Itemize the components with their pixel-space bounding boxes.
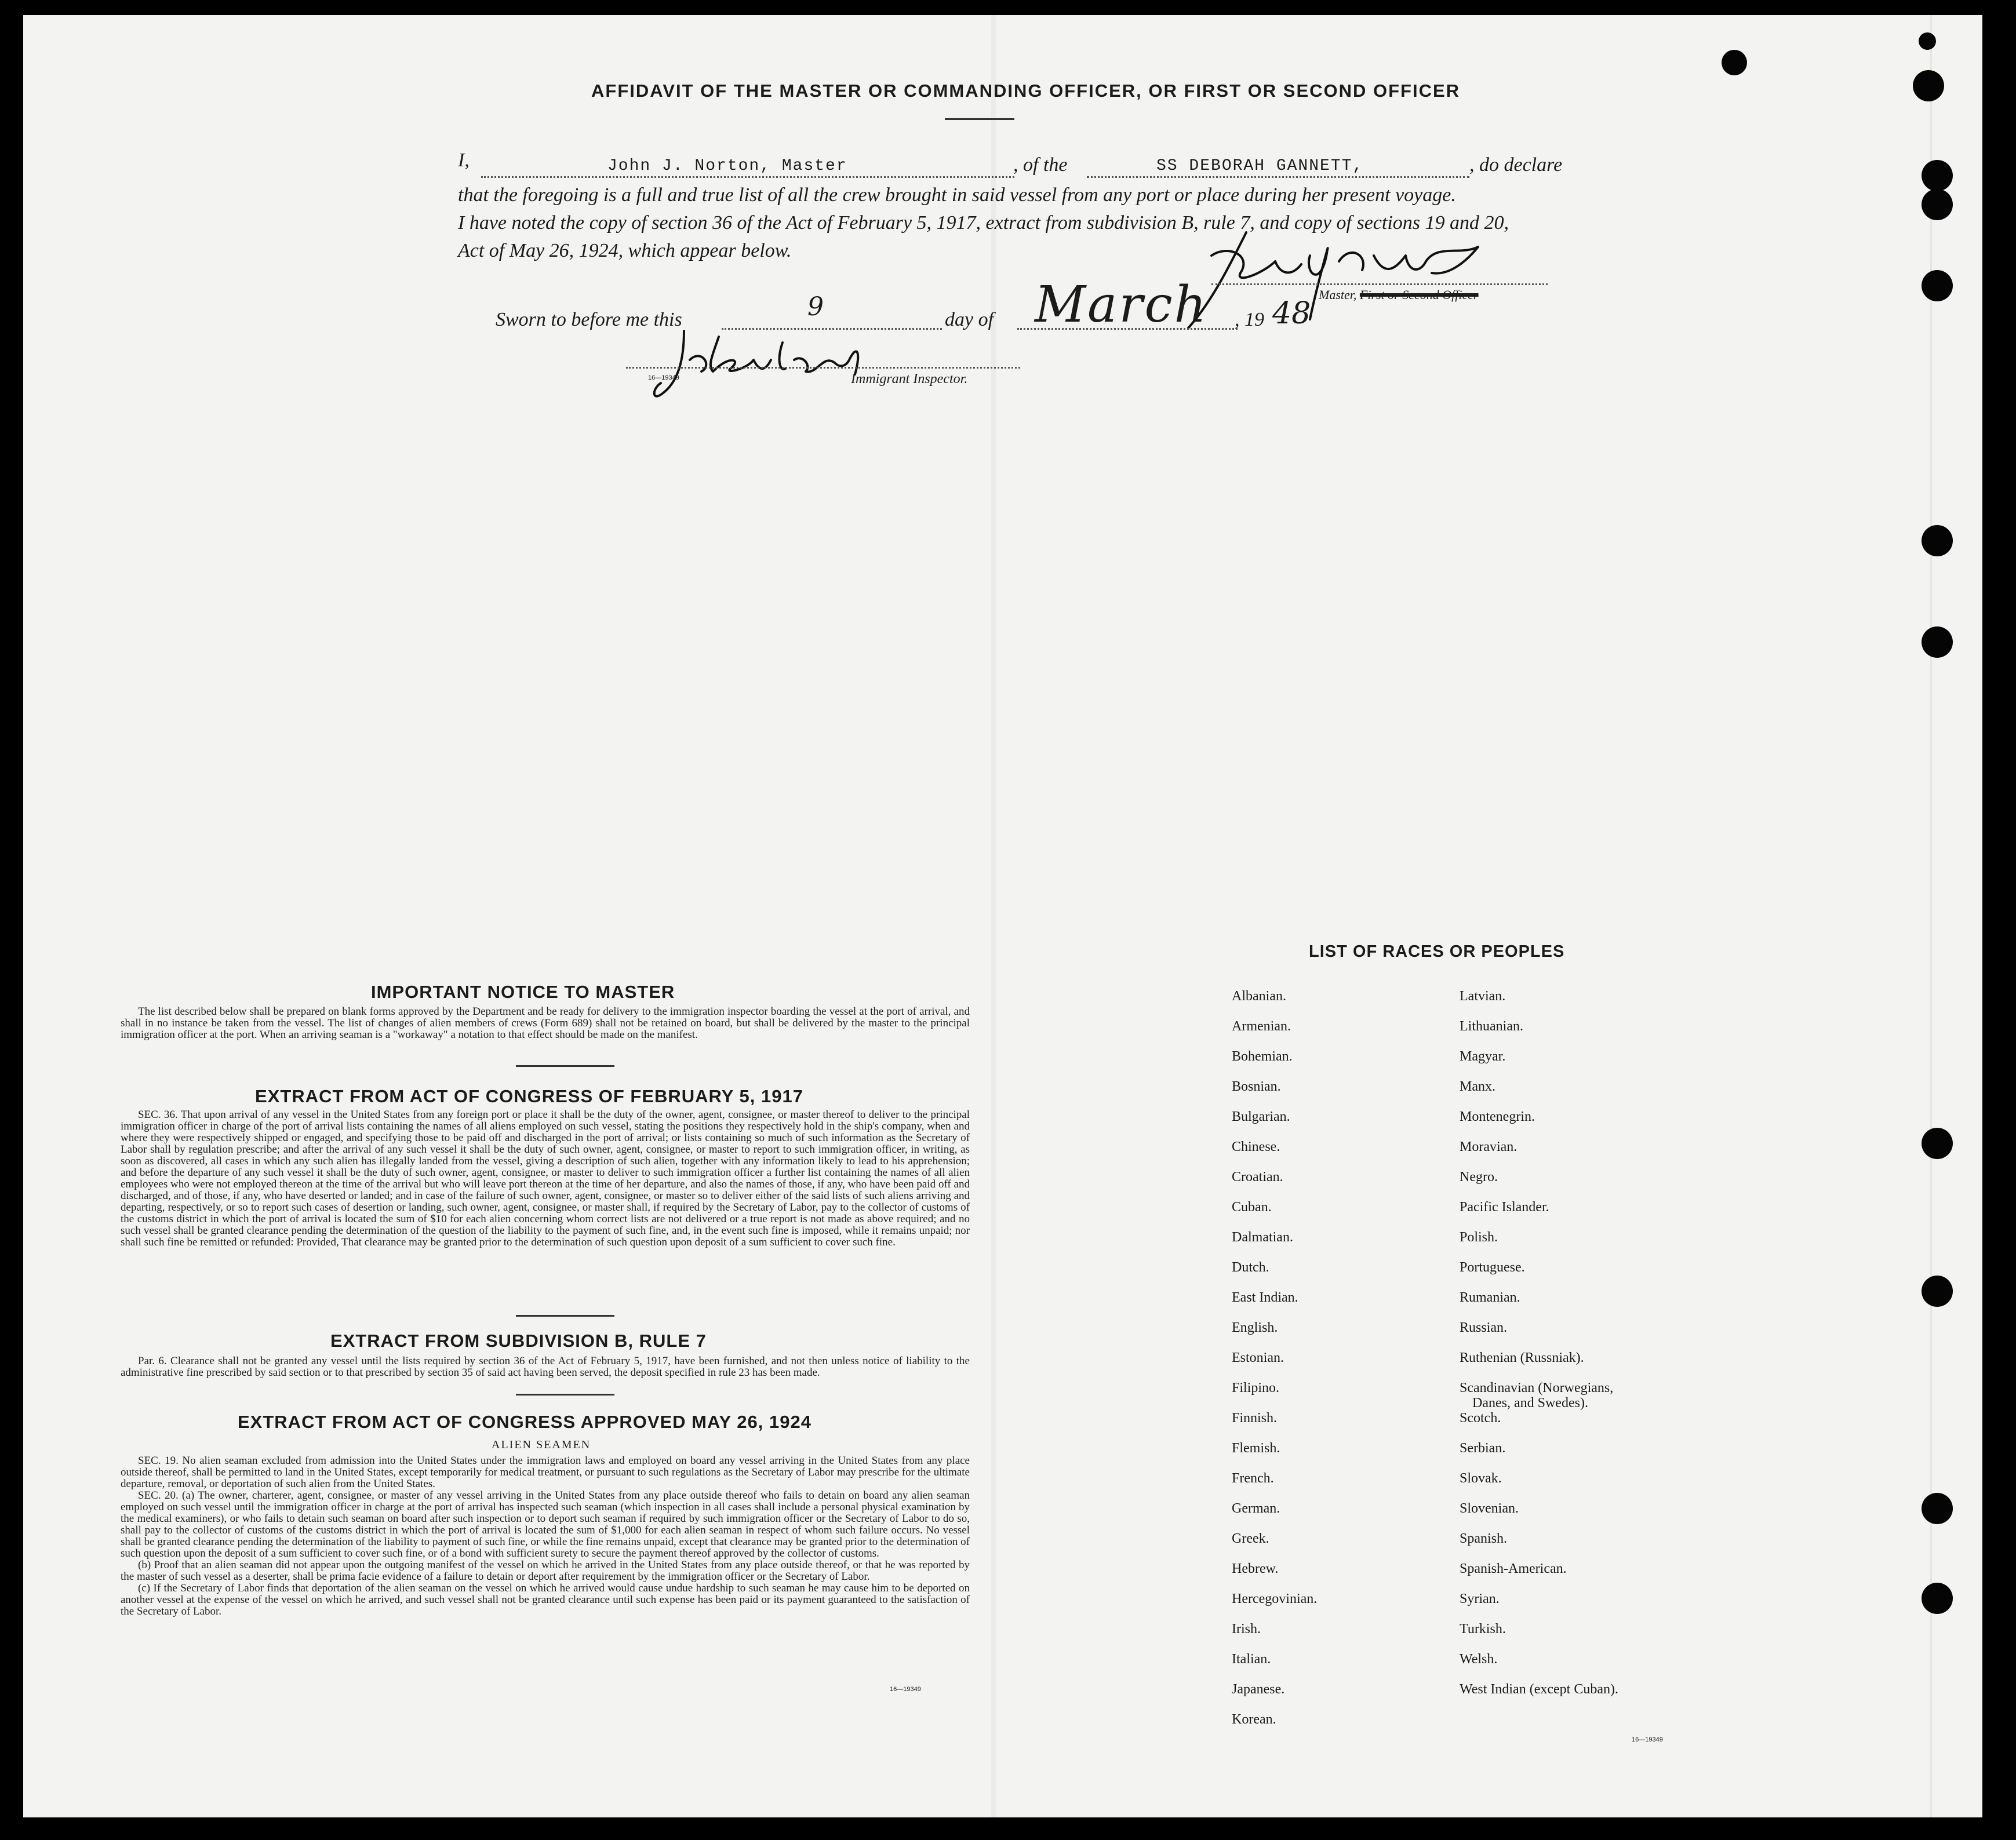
punch-hole xyxy=(1922,270,1953,301)
affidavit-line-3: I have noted the copy of section 36 of the Act of February 5, 1917, extract from subdivision B, rule 7, and copy of sections 19 and 20, xyxy=(458,212,1509,234)
race-item: Cuban. xyxy=(1232,1200,1272,1215)
punch-hole xyxy=(1922,626,1953,658)
sec-36-paragraph: SEC. 36. That upon arrival of any vessel in the United States from any foreign port or place it shall be the duty of the owner, agent, consignee, or master thereof to deliver to the principal immigration officer in charge of the port of arrival lists containing the names of all aliens employed on such vessel, stating the positions they respectively hold in the ship's company, when and where they were respectively shipped or engaged, and specifying those to be paid off and discharged in the port of arrival; or lists containing so much of such information as the Secretary of Labor shall by regulation prescribe; and after the arrival of any such vessel it shall be the duty of such owner, agent, consignee, or master to report to such immigration officer, in writing, as soon as discovered, all cases in which any such alien has illegally landed from the vessel, giving a description of such alien, together with any information likely to lead to his apprehension; and before the departure of any such vessel it shall be the duty of such owner, agent, consignee, or master to deliver to such immigration officer a further list containing the names of all alien employees who were not employed thereon at the time of the arrival but who will leave port thereon at the time of her departure, and also the names of those, if any, who have been paid off and discharged, and of those, if any, who have deserted or landed; and in case of the failure of such owner, agent, consignee, or master so to deliver either of the said lists of such aliens arriving and departing, respectively, or so to report such cases of desertion or landing, such owner, agent, consignee, or master shall, if required by the Secretary of Labor, pay to the collector of customs of the customs district in which the port of arrival is located the sum of $10 for each alien concerning whom correct lists are not delivered or a true report is not made as above required; and no such vessel shall be granted clearance pending the determination of the question of the liability to the payment of such fine, and, in the event such fine is imposed, while it remains unpaid; nor shall such fine be remitted or refunded: Provided, That clearance may be granted prior to the determination of such question upon deposit of a sum sufficient to cover such fine. xyxy=(121,1109,970,1248)
vessel-name-value: SS DEBORAH GANNETT, xyxy=(1156,157,1364,175)
race-item: West Indian (except Cuban). xyxy=(1460,1682,1618,1697)
race-item: Negro. xyxy=(1460,1169,1498,1185)
affidavit-line-4: Act of May 26, 1924, which appear below. xyxy=(458,240,792,261)
i-label: I, xyxy=(458,150,470,171)
par-6-paragraph: Par. 6. Clearance shall not be granted any vessel until the lists required by section 36 of the Act of February 5, 1917, have been furnished, and not then unless notice of liability to the administrative fine prescribed by said section or to that prescribed by section 35 of said act having been served, the deposit specified in rule 23 has been made. xyxy=(121,1355,970,1379)
race-item: Spanish. xyxy=(1460,1531,1508,1546)
race-item: Portuguese. xyxy=(1460,1260,1525,1275)
sworn-month-value: March xyxy=(1035,276,1208,334)
race-item: Ruthenian (Russniak). xyxy=(1460,1350,1584,1365)
punch-hole xyxy=(1922,1493,1953,1524)
year-prefix: , 19 xyxy=(1235,309,1264,330)
race-item: Slovenian. xyxy=(1460,1501,1519,1516)
extract-1917-title: EXTRACT FROM ACT OF CONGRESS OF FEBRUARY 5, 1917 xyxy=(255,1086,803,1106)
race-item: Bosnian. xyxy=(1232,1079,1281,1094)
rule7-title: EXTRACT FROM SUBDIVISION B, RULE 7 xyxy=(330,1331,707,1351)
punch-hole xyxy=(1922,525,1953,556)
race-item: Italian. xyxy=(1232,1652,1271,1667)
affidavit-title: AFFIDAVIT OF THE MASTER OR COMMANDING OFFICER, OR FIRST OR SECOND OFFICER xyxy=(591,81,1461,101)
race-item: Hercegovinian. xyxy=(1232,1591,1318,1606)
master-sig-line xyxy=(1211,283,1548,285)
race-item: Croatian. xyxy=(1232,1169,1283,1185)
race-item: Serbian. xyxy=(1460,1441,1506,1456)
race-item: Chinese. xyxy=(1232,1139,1280,1154)
extract-1917-divider xyxy=(516,1315,614,1317)
master-title-block xyxy=(1319,287,1479,303)
of-the-label: , of the xyxy=(1013,154,1068,176)
sworn-label: Sworn to before me this xyxy=(496,309,682,330)
race-item: Flemish. xyxy=(1232,1441,1280,1456)
race-item: Irish. xyxy=(1232,1622,1261,1637)
race-item: Armenian. xyxy=(1232,1019,1291,1034)
race-item: Magyar. xyxy=(1460,1049,1506,1064)
race-item: Estonian. xyxy=(1232,1350,1284,1365)
race-item: Filipino. xyxy=(1232,1380,1280,1396)
notice-text xyxy=(121,1006,970,1041)
race-item: Spanish-American. xyxy=(1460,1561,1567,1576)
race-item: Finnish. xyxy=(1232,1411,1278,1426)
race-item: Korean. xyxy=(1232,1712,1276,1727)
race-item: Russian. xyxy=(1460,1320,1508,1335)
extract-1924-title: EXTRACT FROM ACT OF CONGRESS APPROVED MAY 26, 1924 xyxy=(238,1412,812,1432)
master-name-value: John J. Norton, Master xyxy=(607,157,847,175)
center-fold xyxy=(991,15,996,1817)
race-item: Albanian. xyxy=(1232,989,1286,1004)
sec-20c-paragraph: (c) If the Secretary of Labor finds that deportation of the alien seaman on the vessel on which he arrived would cause undue hardship to such seaman he may cause him to be deported on another vessel at the expense of the vessel on which he arrived, and such vessel shall not be granted clearance until such expense has been paid or its payment guaranteed to the satisfaction of the Secretary of Labor. xyxy=(121,1582,970,1617)
race-item: Montenegrin. xyxy=(1460,1109,1535,1124)
alien-seamen-subtitle: ALIEN SEAMEN xyxy=(492,1438,591,1451)
punch-hole xyxy=(1913,70,1944,101)
master-signature xyxy=(1177,221,1501,337)
race-item: Moravian. xyxy=(1460,1139,1518,1154)
race-item: Bulgarian. xyxy=(1232,1109,1290,1124)
year-suffix: 48 xyxy=(1272,296,1311,331)
form-page xyxy=(23,15,1982,1817)
race-item: Lithuanian. xyxy=(1460,1019,1523,1034)
master-name-line xyxy=(481,176,1014,178)
sworn-day-value: 9 xyxy=(807,292,824,322)
race-item: Greek. xyxy=(1232,1531,1269,1546)
affidavit-line-1 xyxy=(458,150,470,172)
race-item: Latvian. xyxy=(1460,989,1506,1004)
extract-form-number: 16—19349 xyxy=(890,1686,921,1693)
inspector-title: Immigrant Inspector. xyxy=(851,371,968,387)
race-item: Manx. xyxy=(1460,1079,1495,1094)
races-form-number: 16—19349 xyxy=(1632,1736,1663,1743)
race-item: Japanese. xyxy=(1232,1682,1285,1697)
extract-1924-text xyxy=(121,1455,970,1617)
affidavit-form-number: 16—19349 xyxy=(648,374,679,381)
day-of-label: day of xyxy=(945,309,994,330)
punch-hole xyxy=(1919,32,1936,50)
race-item: Pacific Islander. xyxy=(1460,1200,1549,1215)
notice-paragraph: The list described below shall be prepared on blank forms approved by the Department and be ready for delivery to the immigration inspector boarding the vessel at the port of arrival, and shall in no instance be taken from the vessel. The list of changes of alien members of crews (Form 689) shall not be retained on board, but shall be delivered by the master to the principal immigration officer at the port. When an arriving seaman is a "workaway" a notation to that effect should be made on the manifest. xyxy=(121,1005,970,1041)
race-item: Welsh. xyxy=(1460,1652,1498,1667)
sec-20a-paragraph: SEC. 20. (a) The owner, charterer, agent, consignee, or master of any vessel arriving in the United States from any place outside thereof who fails to detain on board any alien seaman employed on such vessel until the immigration officer in charge at the port of arrival has inspected such seaman (which inspection in all cases shall include a personal physical examination by the medical examiners), or who fails to detain such seaman on board after such inspection or to deport such seaman if required by such immigration officer or the Secretary of Labor to do so, shall pay to the collector of customs of the customs district in which the port of arrival is located the sum of $1,000 for each alien seaman in respect of whom such failure occurs. No vessel shall be granted clearance pending the determination of the liability to payment of such fine, or while the fine remains unpaid, except that clearance may be granted prior to the determination of such question upon the deposit of a sum sufficient to cover such fine, or of a bond with sufficient surety to secure the payment thereof approved by the collector of customs. xyxy=(121,1489,970,1560)
notice-title: IMPORTANT NOTICE TO MASTER xyxy=(371,982,675,1002)
master-title: Master, xyxy=(1319,287,1357,302)
punch-hole xyxy=(1722,50,1747,75)
inspector-signature xyxy=(649,319,893,406)
do-declare-label: , do declare xyxy=(1469,154,1563,176)
vessel-name-line xyxy=(1087,176,1469,178)
struck-title: First or Second Officer xyxy=(1359,287,1479,302)
race-item: Dalmatian. xyxy=(1232,1230,1293,1245)
sec-20b-paragraph: (b) Proof that an alien seaman did not appear upon the outgoing manifest of the vessel on which he arrived in the United States from any place outside thereof, or that he was reported by the master of such vessel as a deserter, shall be prima facie evidence of a failure to detain or deport after requirement by the immigration officer or the Secretary of Labor. xyxy=(121,1559,970,1583)
sec-19-paragraph: SEC. 19. No alien seaman excluded from admission into the United States under the immigration laws and employed on board any vessel arriving in the United States from any place outside thereof, shall be permitted to land in the United States, except temporarily for medical treatment, or pursuant to such regulations as the Secretary of Labor may prescribe for the ultimate departure, removal, or deportation of such alien from the United States. xyxy=(121,1455,970,1490)
race-item: Slovak. xyxy=(1460,1471,1502,1486)
race-item: Rumanian. xyxy=(1460,1290,1520,1305)
race-item: English. xyxy=(1232,1320,1278,1335)
notice-divider xyxy=(516,1065,614,1067)
race-item: East Indian. xyxy=(1232,1290,1298,1305)
inspector-sig-line xyxy=(626,367,1020,369)
races-title: LIST OF RACES OR PEOPLES xyxy=(1309,942,1565,961)
punch-hole xyxy=(1922,1128,1953,1159)
affidavit-line-2: that the foregoing is a full and true list of all the crew brought in said vessel from any port or place during her present voyage. xyxy=(458,184,1456,206)
punch-hole xyxy=(1922,160,1953,191)
rule7-text xyxy=(121,1356,970,1379)
race-item: Dutch. xyxy=(1232,1260,1269,1275)
race-item: Hebrew. xyxy=(1232,1561,1279,1576)
rule7-divider xyxy=(516,1394,614,1396)
punch-hole xyxy=(1922,1276,1953,1307)
race-item: Polish. xyxy=(1460,1230,1498,1245)
punch-hole xyxy=(1922,1583,1953,1614)
race-item: Turkish. xyxy=(1460,1622,1506,1637)
race-item: Danes, and Swedes). xyxy=(1472,1396,1588,1411)
race-item: Scotch. xyxy=(1460,1411,1501,1426)
race-item: German. xyxy=(1232,1501,1280,1516)
race-item: Syrian. xyxy=(1460,1591,1500,1606)
title-divider xyxy=(945,118,1014,120)
race-item: Scandinavian (Norwegians, xyxy=(1460,1380,1614,1396)
extract-1917-text xyxy=(121,1109,970,1248)
race-item: French. xyxy=(1232,1471,1274,1486)
punch-hole xyxy=(1922,189,1953,220)
race-item: Bohemian. xyxy=(1232,1049,1293,1064)
